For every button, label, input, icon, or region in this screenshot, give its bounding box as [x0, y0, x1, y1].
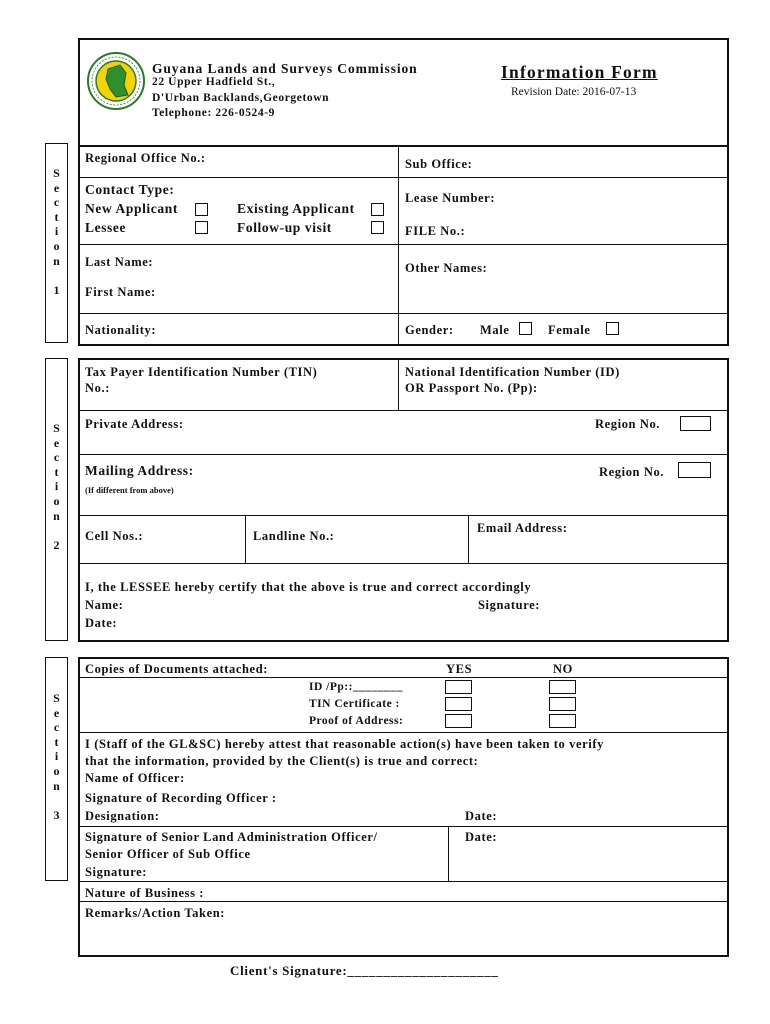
sig-senior-line2: Senior Officer of Sub Office — [85, 847, 251, 861]
address-no-checkbox[interactable] — [549, 714, 576, 728]
new-applicant-label: New Applicant — [85, 201, 178, 216]
senior-signature-label: Signature: — [85, 865, 148, 879]
lessee-checkbox[interactable] — [195, 221, 208, 234]
date-label: Date: — [85, 616, 118, 630]
designation-label: Designation: — [85, 809, 160, 823]
lease-number-label: Lease Number: — [405, 191, 496, 205]
existing-applicant-checkbox[interactable] — [371, 203, 384, 216]
sig-recording-label: Signature of Recording Officer : — [85, 791, 277, 805]
lessee-certify-text: I, the LESSEE hereby certify that the above is true and correct accordingly — [85, 580, 532, 594]
s2-vline-top — [398, 358, 399, 410]
sub-office-label: Sub Office: — [405, 157, 473, 171]
landline-label: Landline No.: — [253, 529, 335, 543]
tin-label-line1: Tax Payer Identification Number (TIN) — [85, 365, 318, 379]
s1-line-2 — [78, 177, 729, 178]
no-label: NO — [553, 662, 573, 676]
client-signature-line: Client's Signature:_____________________ — [230, 963, 499, 978]
section-2-label: S e c t i o n 2 — [53, 421, 60, 552]
s2-line-1 — [78, 410, 729, 411]
remarks-label: Remarks/Action Taken: — [85, 906, 226, 920]
address-yes-checkbox[interactable] — [445, 714, 472, 728]
nid-label-line2: OR Passport No. (Pp): — [405, 381, 538, 395]
tin-yes-checkbox[interactable] — [445, 697, 472, 711]
file-no-label: FILE No.: — [405, 224, 466, 238]
section-1-label: S e c t i o n 1 — [53, 166, 60, 297]
s3-line-3 — [78, 826, 729, 827]
name-label: Name: — [85, 598, 124, 612]
address-line2: D'Urban Backlands,Georgetown — [152, 92, 330, 104]
s3-line-4 — [78, 881, 729, 882]
mailing-region-no-field[interactable] — [678, 462, 711, 478]
section-3-label: S e c t i o n 3 — [53, 691, 60, 822]
sig-senior-line1: Signature of Senior Land Administration Officer/ — [85, 830, 378, 844]
other-names-label: Other Names: — [405, 261, 488, 275]
signature-label: Signature: — [478, 598, 541, 612]
commission-seal-icon — [86, 51, 146, 111]
follow-up-label: Follow-up visit — [237, 220, 332, 235]
designation-date-label: Date: — [465, 809, 498, 823]
s2-line-3 — [78, 515, 729, 516]
id-yes-checkbox[interactable] — [445, 680, 472, 694]
region-no-label: Region No. — [595, 417, 661, 431]
s2-line-4 — [78, 563, 729, 564]
doc-address-label: Proof of Address: — [309, 715, 404, 727]
s1-vline — [398, 145, 399, 346]
commission-logo — [86, 51, 146, 111]
new-applicant-checkbox[interactable] — [195, 203, 208, 216]
contact-type-label: Contact Type: — [85, 182, 175, 197]
gender-label: Gender: — [405, 323, 454, 337]
attest-line1: I (Staff of the GL&SC) hereby attest that reasonable action(s) have been taken to verify — [85, 737, 604, 751]
region-no2-label: Region No. — [599, 465, 665, 479]
follow-up-checkbox[interactable] — [371, 221, 384, 234]
section-3-label-box — [45, 657, 68, 881]
s1-line-3 — [78, 244, 729, 245]
lessee-label: Lessee — [85, 220, 127, 235]
regional-office-label: Regional Office No.: — [85, 151, 206, 165]
s1-line-top — [78, 145, 729, 147]
section-2-label-box — [45, 358, 68, 641]
s1-line-4 — [78, 313, 729, 314]
revision-date: Revision Date: 2016-07-13 — [511, 86, 637, 98]
female-checkbox[interactable] — [606, 322, 619, 335]
private-address-label: Private Address: — [85, 417, 184, 431]
male-checkbox[interactable] — [519, 322, 532, 335]
mailing-note: (If different from above) — [85, 485, 174, 495]
attest-line2: that the information, provided by the Client(s) is true and correct: — [85, 754, 479, 768]
section2-frame — [78, 358, 729, 642]
senior-date-label: Date: — [465, 830, 498, 844]
yes-label: YES — [446, 662, 473, 676]
nationality-label: Nationality: — [85, 323, 157, 337]
form-title: Information Form — [501, 62, 658, 82]
private-region-no-field[interactable] — [680, 416, 711, 431]
nid-label-line1: National Identification Number (ID) — [405, 365, 620, 379]
doc-tin-label: TIN Certificate : — [309, 698, 400, 710]
s2-vline-email — [468, 515, 469, 563]
copies-label: Copies of Documents attached: — [85, 662, 269, 676]
email-label: Email Address: — [477, 521, 568, 535]
doc-id-label: ID /Pp::________ — [309, 681, 403, 693]
s2-line-2 — [78, 454, 729, 455]
tin-no-checkbox[interactable] — [549, 697, 576, 711]
nature-business-label: Nature of Business : — [85, 886, 205, 900]
address-line1: 22 Upper Hadfield St., — [152, 76, 276, 88]
s3-line-1 — [78, 677, 729, 678]
male-label: Male — [480, 323, 510, 337]
name-officer-label: Name of Officer: — [85, 771, 185, 785]
tin-label-line2: No.: — [85, 381, 110, 395]
s3-line-5 — [78, 901, 729, 902]
telephone: Telephone: 226-0524-9 — [152, 107, 276, 119]
last-name-label: Last Name: — [85, 255, 154, 269]
s3-line-2 — [78, 732, 729, 733]
id-no-checkbox[interactable] — [549, 680, 576, 694]
s2-vline-cell — [245, 515, 246, 563]
s3-vline-date — [448, 826, 449, 881]
existing-applicant-label: Existing Applicant — [237, 201, 355, 216]
first-name-label: First Name: — [85, 285, 156, 299]
mailing-address-label: Mailing Address: — [85, 463, 194, 478]
org-name: Guyana Lands and Surveys Commission — [152, 61, 418, 76]
section-1-label-box — [45, 143, 68, 343]
female-label: Female — [548, 323, 591, 337]
cell-nos-label: Cell Nos.: — [85, 529, 144, 543]
